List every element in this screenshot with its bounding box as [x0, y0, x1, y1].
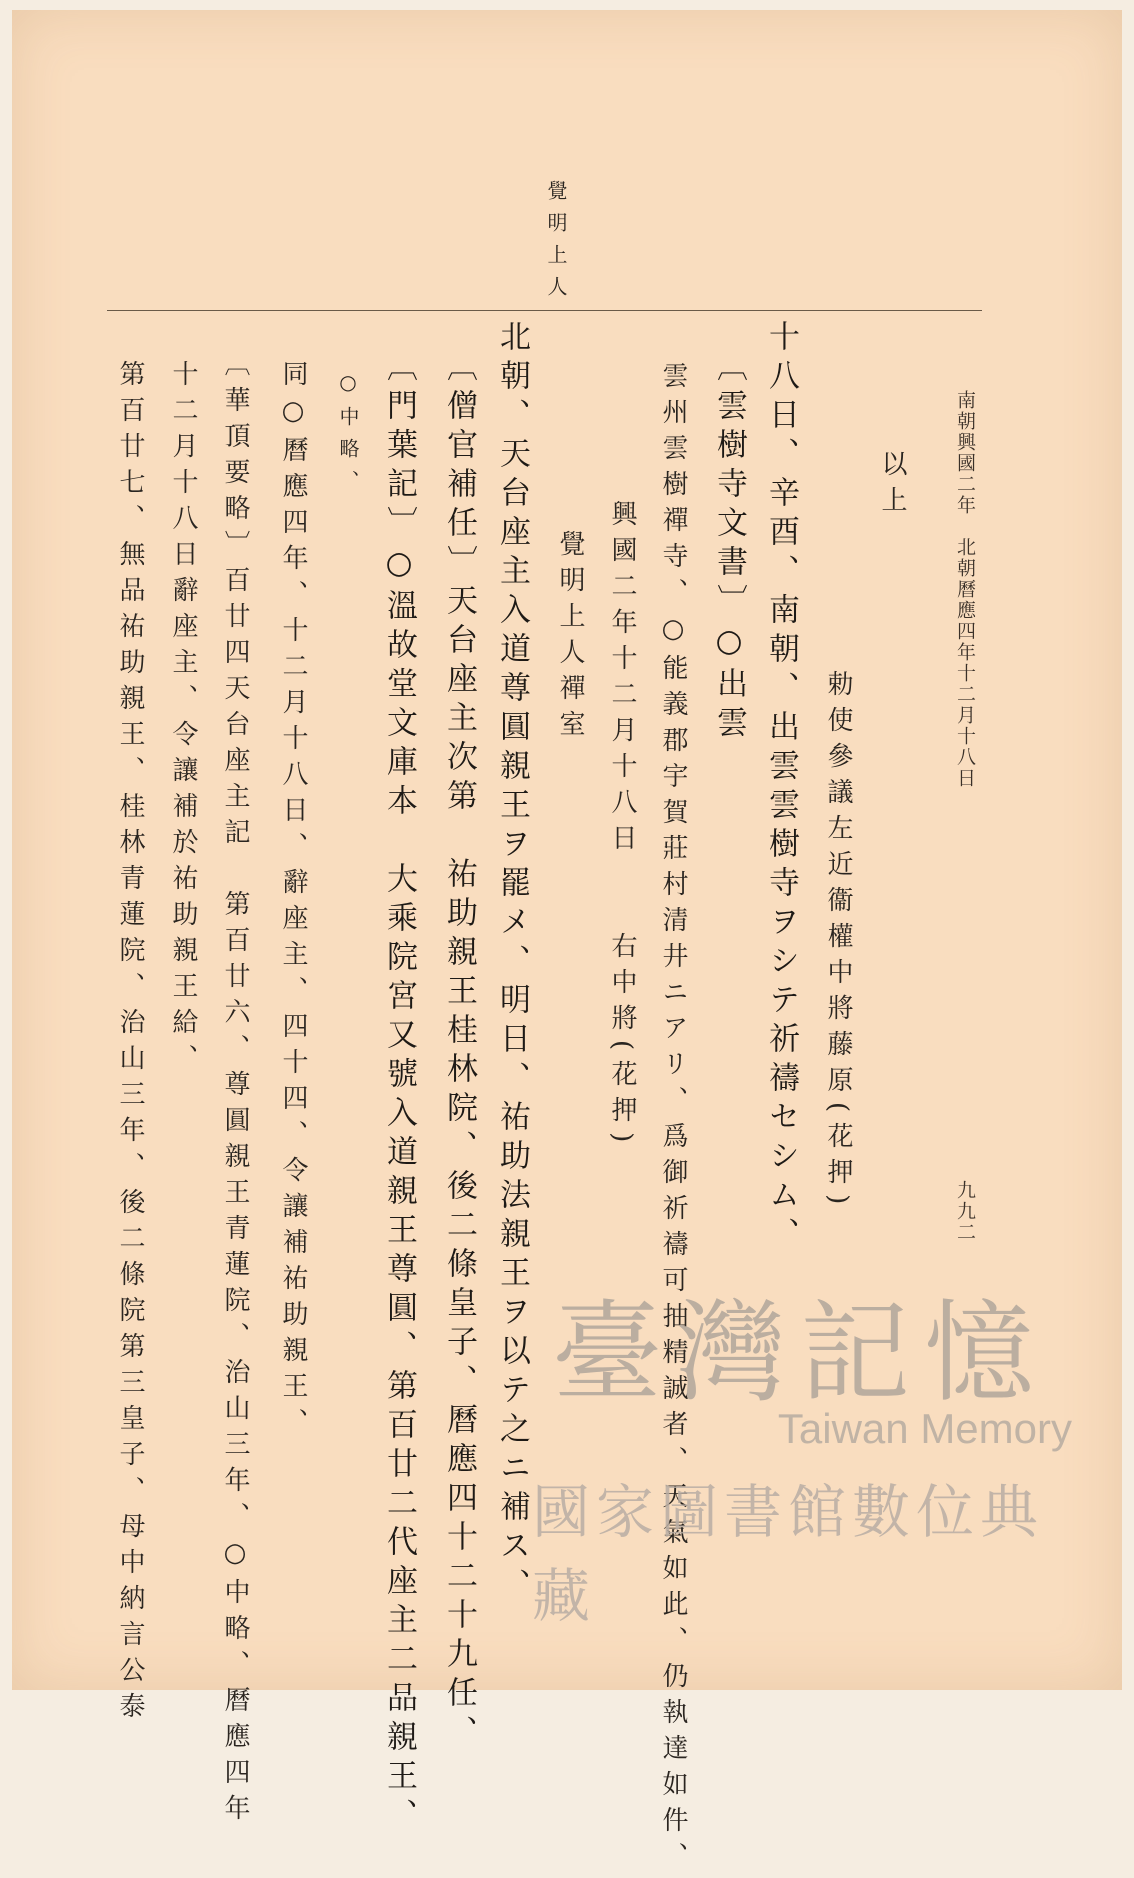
successor-line: 第百廿七、無品祐助親王、桂林青蓮院、治山三年、後二條院第三皇子、母中納言公泰: [115, 360, 145, 1728]
section-divider: [107, 310, 982, 311]
resignation-line: 十二月十八日辭座主、令讓補於祐助親王給、: [168, 360, 198, 1080]
source-title-unjuji: 〔雲樹寺文書〕○出雲: [711, 350, 747, 745]
page-number: 九九二: [954, 1180, 976, 1243]
watermark-english: Taiwan Memory: [777, 1405, 1072, 1452]
source-kacho-yoryaku: 〔華頂要略〕百廿四天台座主記 第百廿六、尊圓親王青蓮院、治山三年、○中略、曆應四年: [220, 350, 250, 1830]
running-head: 南朝興國二年 北朝曆應四年十二月十八日: [954, 390, 976, 789]
center-running-head: 覺明上人: [544, 180, 568, 308]
entry-heading-tendai: 北朝、天台座主入道尊圓親王ヲ罷メ、明日、祐助法親王ヲ以テ之ニ補ス、: [494, 320, 530, 1607]
addressee-line: 覺明上人禪室: [555, 530, 585, 746]
watermark-logo: 臺灣記憶: [552, 1289, 1048, 1417]
watermark-chinese: 國家圖書館數位典藏: [532, 1478, 1045, 1630]
top-line-envoy: 勅使參議左近衞權中將藤原(花押): [823, 670, 853, 1215]
top-line-closing: 以上: [877, 450, 907, 522]
archive-watermark: [532, 1265, 1092, 1630]
document-date-line: 興國二年十二月十八日 右中將(花押): [607, 500, 637, 1153]
source-sokan-bunin: 〔僧官補任〕天台座主次第 祐助親王桂林院、後二條皇子、曆應四十二十九任、: [441, 350, 477, 1754]
entry-heading-18th: 十八日、辛酉、南朝、出雲雲樹寺ヲシテ祈禱セシム、: [763, 320, 799, 1256]
document-page: [12, 10, 1122, 1878]
omission-note: ○中略、: [336, 370, 360, 502]
document-text-unjuji: 雲州雲樹禪寺、○能義郡宇賀莊村清井ニアリ、爲御祈禱可抽精誠者、天氣如此、仍執達如件、: [658, 362, 688, 1878]
resignation-entry: 同○曆應四年、十二月十八日、辭座主、四十四、令讓補祐助親王、: [278, 360, 308, 1444]
source-monyoki: 〔門葉記〕○溫故堂文庫本 大乘院宮又號入道親王尊圓、第百廿二代座主二品親王、: [381, 350, 417, 1837]
